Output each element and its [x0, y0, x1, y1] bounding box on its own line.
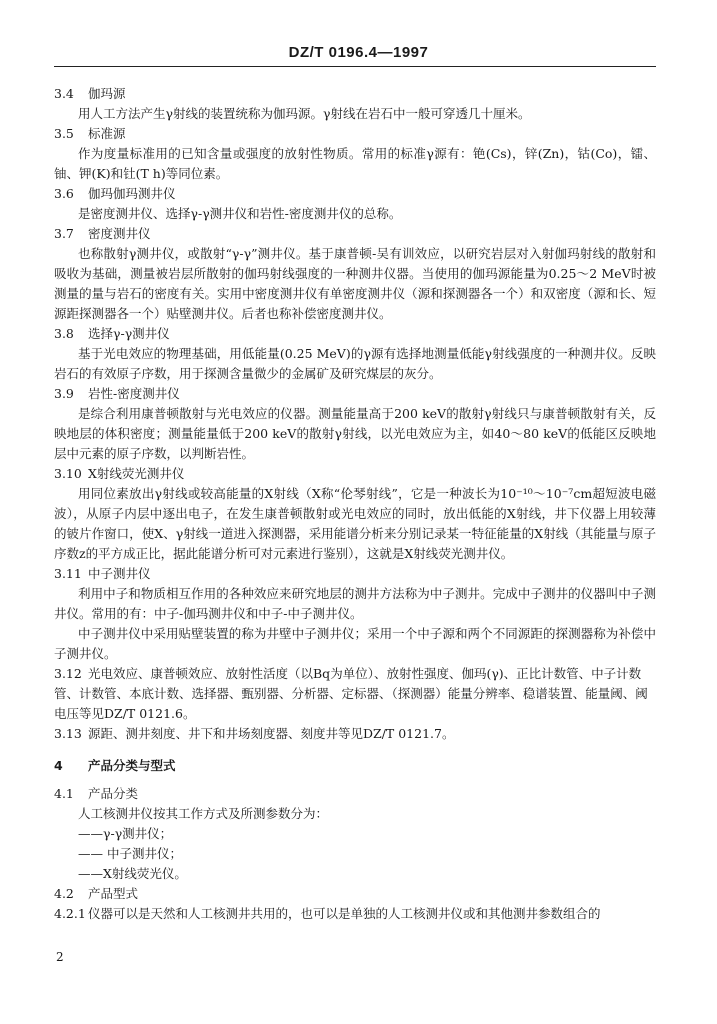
section-paragraph-numbered: 3.12 光电效应、康普顿效应、放射性活度（以Bq为单位）、放射性强度、伽玛(γ)、正比计数管、中子计数管、计数管、本底计数、选择器、甄别器、分析器、定标器、（探测器）能量分辨率、稳谱装置、能量阈、阈电压等见DZ/T 0121.6。	[54, 666, 648, 721]
section-heading: 3.11 中子测井仪	[54, 566, 151, 581]
section-heading: 4.1 产品分类	[54, 786, 139, 801]
list-item: —— 中子测井仪；	[78, 846, 182, 861]
section-heading: 3.10 X射线荧光测井仪	[54, 466, 185, 481]
section-paragraph: 是密度测井仪、选择γ-γ测井仪和岩性-密度测井仪的总称。	[78, 206, 402, 221]
header-rule	[54, 66, 656, 67]
section-paragraph: 用同位素放出γ射线或较高能量的X射线（X称“伦琴射线”，它是一种波长为10⁻¹⁰～10⁻⁷cm超短波电磁波），从原子内层中逐出电子，在发生康普顿散射或光电效应的同时，放出低能的X射线，井下仪器上用较薄的铍片作窗口，使X、γ射线一道进入探测器，采用能谱分析来分别记录某一特征能量的X射线（其能量与原子序数z的平方成正比，据此能谱分析可对元素进行鉴别），这就是X射线荧光测井仪。	[54, 486, 656, 561]
section-heading: 3.5 标准源	[54, 126, 126, 141]
section-paragraph: 基于光电效应的物理基础，用低能量(0.25 MeV)的γ源有选择地测量低能γ射线强度的一种测井仪。反映岩石的有效原子序数，用于探测含量微少的金属矿及研究煤层的灰分。	[54, 346, 656, 381]
section-paragraph-numbered: 3.13 源距、测井刻度、井下和井场刻度器、刻度井等见DZ/T 0121.7。	[54, 726, 455, 741]
standard-code-header: DZ/T 0196.4—1997	[288, 44, 429, 61]
section-heading: 3.6 伽玛伽玛测井仪	[54, 186, 176, 201]
section-heading: 3.4 伽玛源	[54, 86, 126, 101]
section-paragraph: 用人工方法产生γ射线的装置统称为伽玛源。γ射线在岩石中一般可穿透几十厘米。	[78, 106, 531, 121]
section-paragraph: 中子测井仪中采用贴壁装置的称为井壁中子测井仪；采用一个中子源和两个不同源距的探测器称为补偿中子测井仪。	[54, 626, 656, 661]
section-paragraph: 利用中子和物质相互作用的各种效应来研究地层的测井方法称为中子测井。完成中子测井的仪器叫中子测井仪。常用的有：中子-伽玛测井仪和中子-中子测井仪。	[54, 586, 656, 621]
section-paragraph-numbered: 4.2.1 仪器可以是天然和人工核测井共用的，也可以是单独的人工核测井仪或和其他测井参数组合的	[54, 906, 601, 921]
page-number: 2	[56, 950, 64, 964]
list-item: ——γ-γ测井仪；	[78, 826, 173, 841]
section-heading: 3.9 岩性-密度测井仪	[54, 386, 180, 401]
section-heading: 3.8 选择γ-γ测井仪	[54, 326, 170, 341]
section-paragraph: 人工核测井仪按其工作方式及所测参数分为：	[78, 806, 329, 821]
section-paragraph: 是综合利用康普顿散射与光电效应的仪器。测量能量高于200 keV的散射γ射线只与康普顿散射有关，反映地层的体积密度；测量能量低于200 keV的散射γ射线，以光电效应为主，如40～80 keV的低能区反映地层中元素的原子序数，以判断岩性。	[54, 406, 656, 461]
section-paragraph: 作为度量标准用的已知含量或强度的放射性物质。常用的标准γ源有：铯(Cs)，锌(Zn)，钴(Co)，镭、铀、钾(K)和钍(T h)等同位素。	[54, 146, 656, 181]
section-heading: 3.7 密度测井仪	[54, 226, 151, 241]
document-body	[54, 84, 656, 924]
section-heading: 4.2 产品型式	[54, 886, 139, 901]
list-item: ——X射线荧光仪。	[78, 866, 187, 881]
chapter-heading: 4 产品分类与型式	[54, 758, 176, 773]
section-paragraph: 也称散射γ测井仪，或散射“γ-γ”测井仪。基于康普顿-吴有训效应，以研究岩层对入射伽玛射线的散射和吸收为基础，测量被岩层所散射的伽玛射线强度的一种测井仪器。当使用的伽玛源能量为0.25～2 MeV时被测量的量与岩石的密度有关。实用中密度测井仪有单密度测井仪（源和探测器各一个）和双密度（源和长、短源距探测器各一个）贴壁测井仪。后者也称补偿密度测井仪。	[54, 246, 656, 321]
